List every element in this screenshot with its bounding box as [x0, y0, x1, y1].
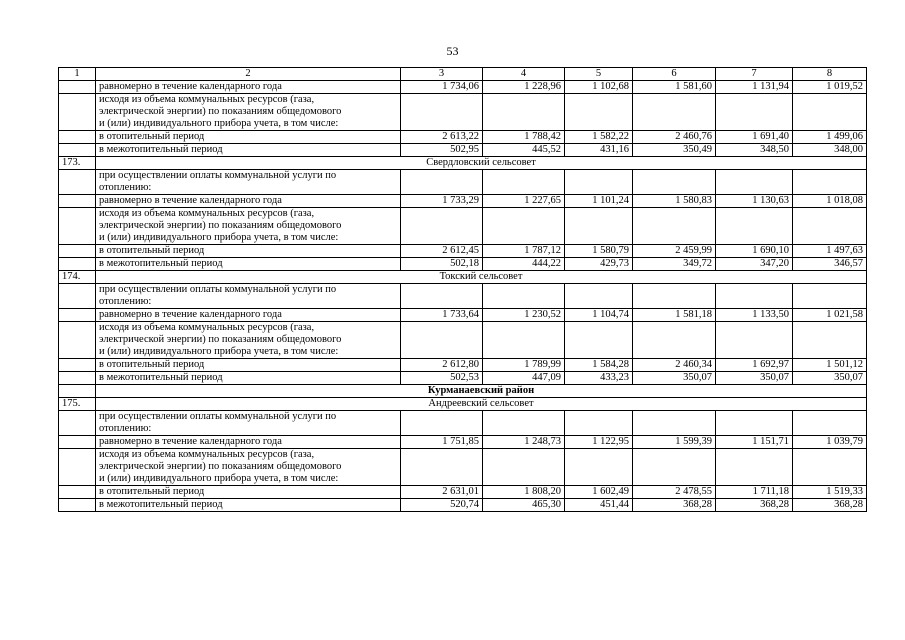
row-description: [96, 81, 401, 94]
table-row: [59, 436, 867, 449]
description-line: электрической энергии) по показаниям общедомового: [99, 106, 342, 117]
section-index: 174.: [59, 271, 96, 284]
value-cell: [401, 170, 483, 195]
value-cell: [716, 284, 793, 309]
value-cell: 1 230,52: [483, 309, 565, 322]
value-cell: [401, 208, 483, 245]
value-cell: 350,07: [633, 372, 716, 385]
row-index-cell: [59, 208, 96, 245]
value-cell: [565, 449, 633, 486]
value-cell: [716, 208, 793, 245]
value-cell: 2 631,01: [401, 486, 483, 499]
value-cell: 502,95: [401, 144, 483, 157]
section-title: Свердловский сельсовет: [96, 157, 867, 170]
value-cell: 433,23: [565, 372, 633, 385]
row-description: [96, 436, 401, 449]
description-line: и (или) индивидуального прибора учета, в том числе:: [99, 232, 339, 243]
table-row: [59, 208, 867, 245]
value-cell: 1 788,42: [483, 131, 565, 144]
row-description: [96, 486, 401, 499]
section-index: 175.: [59, 398, 96, 411]
value-cell: 1 019,52: [793, 81, 867, 94]
table-row: [59, 322, 867, 359]
value-cell: [483, 449, 565, 486]
value-cell: 520,74: [401, 499, 483, 512]
row-description: [96, 245, 401, 258]
value-cell: [565, 284, 633, 309]
description-line: в отопительный период: [99, 245, 205, 256]
row-index-cell: [59, 284, 96, 309]
row-index-cell: [59, 436, 96, 449]
value-cell: 368,28: [793, 499, 867, 512]
column-header: 8: [793, 68, 867, 81]
value-cell: 346,57: [793, 258, 867, 271]
value-cell: [483, 284, 565, 309]
row-index-cell: [59, 411, 96, 436]
value-cell: 1 692,97: [716, 359, 793, 372]
value-cell: [793, 94, 867, 131]
row-index-cell: [59, 359, 96, 372]
table-row: [59, 449, 867, 486]
value-cell: [401, 322, 483, 359]
table-row: [59, 499, 867, 512]
column-header: 3: [401, 68, 483, 81]
value-cell: [401, 411, 483, 436]
value-cell: [793, 411, 867, 436]
value-cell: 347,20: [716, 258, 793, 271]
value-cell: 348,50: [716, 144, 793, 157]
description-line: в отопительный период: [99, 359, 205, 370]
value-cell: 429,73: [565, 258, 633, 271]
value-cell: 1 499,06: [793, 131, 867, 144]
description-line: в межотопительный период: [99, 499, 223, 510]
column-header: 5: [565, 68, 633, 81]
section-index: 173.: [59, 157, 96, 170]
value-cell: [716, 94, 793, 131]
value-cell: [633, 208, 716, 245]
value-cell: 2 460,76: [633, 131, 716, 144]
description-line: исходя из объема коммунальных ресурсов (газа,: [99, 322, 315, 333]
value-cell: [565, 411, 633, 436]
value-cell: 1 133,50: [716, 309, 793, 322]
value-cell: 1 581,18: [633, 309, 716, 322]
value-cell: [633, 322, 716, 359]
value-cell: 1 582,22: [565, 131, 633, 144]
description-line: равномерно в течение календарного года: [99, 436, 282, 447]
row-index-cell: [59, 372, 96, 385]
column-header: 2: [96, 68, 401, 81]
column-header: 4: [483, 68, 565, 81]
value-cell: [483, 170, 565, 195]
description-line: при осуществлении оплаты коммунальной услуги по: [99, 411, 337, 422]
row-description: [96, 94, 401, 131]
column-header: 6: [633, 68, 716, 81]
row-description: [96, 372, 401, 385]
value-cell: [483, 322, 565, 359]
value-cell: 431,16: [565, 144, 633, 157]
value-cell: [793, 322, 867, 359]
value-cell: 1 102,68: [565, 81, 633, 94]
value-cell: 502,18: [401, 258, 483, 271]
value-cell: 1 104,74: [565, 309, 633, 322]
section-row: [59, 398, 867, 411]
value-cell: 445,52: [483, 144, 565, 157]
description-line: в отопительный период: [99, 131, 205, 142]
section-row: [59, 271, 867, 284]
row-index-cell: [59, 486, 96, 499]
value-cell: 1 519,33: [793, 486, 867, 499]
value-cell: 451,44: [565, 499, 633, 512]
row-description: [96, 208, 401, 245]
value-cell: [633, 170, 716, 195]
table-header-row: [59, 68, 867, 81]
value-cell: [793, 208, 867, 245]
value-cell: 1 691,40: [716, 131, 793, 144]
value-cell: 444,22: [483, 258, 565, 271]
row-description: [96, 449, 401, 486]
value-cell: 1 789,99: [483, 359, 565, 372]
description-line: при осуществлении оплаты коммунальной услуги по: [99, 170, 337, 181]
section-title: Токский сельсовет: [96, 271, 867, 284]
description-line: и (или) индивидуального прибора учета, в том числе:: [99, 118, 339, 129]
table-row: [59, 245, 867, 258]
value-cell: 1 497,63: [793, 245, 867, 258]
value-cell: 1 734,06: [401, 81, 483, 94]
description-line: электрической энергии) по показаниям общедомового: [99, 461, 342, 472]
value-cell: 1 602,49: [565, 486, 633, 499]
value-cell: 350,07: [793, 372, 867, 385]
table-row: [59, 81, 867, 94]
value-cell: [565, 208, 633, 245]
value-cell: 368,28: [716, 499, 793, 512]
row-index-cell: [59, 449, 96, 486]
section-title: Андреевский сельсовет: [96, 398, 867, 411]
description-line: при осуществлении оплаты коммунальной услуги по: [99, 284, 337, 295]
table-row: [59, 144, 867, 157]
value-cell: 1 599,39: [633, 436, 716, 449]
description-line: электрической энергии) по показаниям общедомового: [99, 220, 342, 231]
description-line: в межотопительный период: [99, 372, 223, 383]
value-cell: 1 580,79: [565, 245, 633, 258]
value-cell: [793, 170, 867, 195]
description-line: исходя из объема коммунальных ресурсов (газа,: [99, 449, 315, 460]
row-index-cell: [59, 195, 96, 208]
value-cell: 368,28: [633, 499, 716, 512]
row-description: [96, 131, 401, 144]
description-line: в отопительный период: [99, 486, 205, 497]
row-description: [96, 195, 401, 208]
value-cell: 1 130,63: [716, 195, 793, 208]
value-cell: [633, 411, 716, 436]
section-row: [59, 157, 867, 170]
row-description: [96, 499, 401, 512]
row-description: [96, 411, 401, 436]
row-index-cell: [59, 245, 96, 258]
value-cell: 1 787,12: [483, 245, 565, 258]
value-cell: [483, 208, 565, 245]
row-index-cell: [59, 322, 96, 359]
value-cell: [793, 449, 867, 486]
table-body: [59, 68, 867, 512]
value-cell: [716, 411, 793, 436]
value-cell: [633, 284, 716, 309]
value-cell: 1 248,73: [483, 436, 565, 449]
value-cell: 348,00: [793, 144, 867, 157]
value-cell: [483, 411, 565, 436]
row-index-cell: [59, 385, 96, 398]
row-index-cell: [59, 499, 96, 512]
table-row: [59, 359, 867, 372]
value-cell: 1 580,83: [633, 195, 716, 208]
value-cell: 350,49: [633, 144, 716, 157]
table-row: [59, 94, 867, 131]
value-cell: 1 122,95: [565, 436, 633, 449]
description-line: электрической энергии) по показаниям общедомового: [99, 334, 342, 345]
row-description: [96, 170, 401, 195]
value-cell: [633, 94, 716, 131]
row-index-cell: [59, 258, 96, 271]
value-cell: 1 227,65: [483, 195, 565, 208]
table-row: [59, 284, 867, 309]
value-cell: 1 584,28: [565, 359, 633, 372]
column-header: 7: [716, 68, 793, 81]
value-cell: [401, 284, 483, 309]
description-line: равномерно в течение календарного года: [99, 309, 282, 320]
table-row: [59, 131, 867, 144]
district-title: Курманаевский район: [96, 385, 867, 398]
page-number: 53: [446, 44, 459, 58]
value-cell: [401, 94, 483, 131]
district-row: [59, 385, 867, 398]
value-cell: [716, 449, 793, 486]
row-description: [96, 258, 401, 271]
description-line: равномерно в течение календарного года: [99, 195, 282, 206]
value-cell: [716, 170, 793, 195]
row-index-cell: [59, 144, 96, 157]
value-cell: [565, 170, 633, 195]
value-cell: 1 101,24: [565, 195, 633, 208]
row-index-cell: [59, 309, 96, 322]
value-cell: 349,72: [633, 258, 716, 271]
value-cell: [401, 449, 483, 486]
description-line: исходя из объема коммунальных ресурсов (газа,: [99, 208, 315, 219]
value-cell: 2 478,55: [633, 486, 716, 499]
row-index-cell: [59, 131, 96, 144]
value-cell: 350,07: [716, 372, 793, 385]
value-cell: [483, 94, 565, 131]
value-cell: 1 733,64: [401, 309, 483, 322]
table-row: [59, 170, 867, 195]
value-cell: 465,30: [483, 499, 565, 512]
table-row: [59, 372, 867, 385]
row-description: [96, 309, 401, 322]
value-cell: 1 228,96: [483, 81, 565, 94]
row-index-cell: [59, 94, 96, 131]
value-cell: 1 581,60: [633, 81, 716, 94]
table-row: [59, 486, 867, 499]
value-cell: [565, 94, 633, 131]
value-cell: 1 808,20: [483, 486, 565, 499]
value-cell: 1 039,79: [793, 436, 867, 449]
value-cell: 1 751,85: [401, 436, 483, 449]
row-description: [96, 284, 401, 309]
value-cell: 2 612,45: [401, 245, 483, 258]
value-cell: 2 459,99: [633, 245, 716, 258]
value-cell: 1 690,10: [716, 245, 793, 258]
value-cell: 1 018,08: [793, 195, 867, 208]
description-line: отоплению:: [99, 296, 152, 307]
value-cell: 1 711,18: [716, 486, 793, 499]
table-row: [59, 411, 867, 436]
value-cell: 502,53: [401, 372, 483, 385]
table-row: [59, 258, 867, 271]
description-line: и (или) индивидуального прибора учета, в том числе:: [99, 473, 339, 484]
description-line: отоплению:: [99, 182, 152, 193]
description-line: равномерно в течение календарного года: [99, 81, 282, 92]
value-cell: 1 131,94: [716, 81, 793, 94]
description-line: исходя из объема коммунальных ресурсов (газа,: [99, 94, 315, 105]
row-description: [96, 144, 401, 157]
value-cell: 1 733,29: [401, 195, 483, 208]
column-header: 1: [59, 68, 96, 81]
tariff-table: [58, 67, 867, 512]
value-cell: 2 613,22: [401, 131, 483, 144]
value-cell: 2 612,80: [401, 359, 483, 372]
value-cell: [716, 322, 793, 359]
value-cell: 1 021,58: [793, 309, 867, 322]
row-description: [96, 322, 401, 359]
value-cell: 447,09: [483, 372, 565, 385]
value-cell: [633, 449, 716, 486]
description-line: в межотопительный период: [99, 258, 223, 269]
table-row: [59, 309, 867, 322]
description-line: и (или) индивидуального прибора учета, в том числе:: [99, 346, 339, 357]
value-cell: 1 501,12: [793, 359, 867, 372]
value-cell: [793, 284, 867, 309]
value-cell: [565, 322, 633, 359]
row-description: [96, 359, 401, 372]
row-index-cell: [59, 170, 96, 195]
value-cell: 1 151,71: [716, 436, 793, 449]
table-row: [59, 195, 867, 208]
row-index-cell: [59, 81, 96, 94]
value-cell: 2 460,34: [633, 359, 716, 372]
description-line: в межотопительный период: [99, 144, 223, 155]
description-line: отоплению:: [99, 423, 152, 434]
